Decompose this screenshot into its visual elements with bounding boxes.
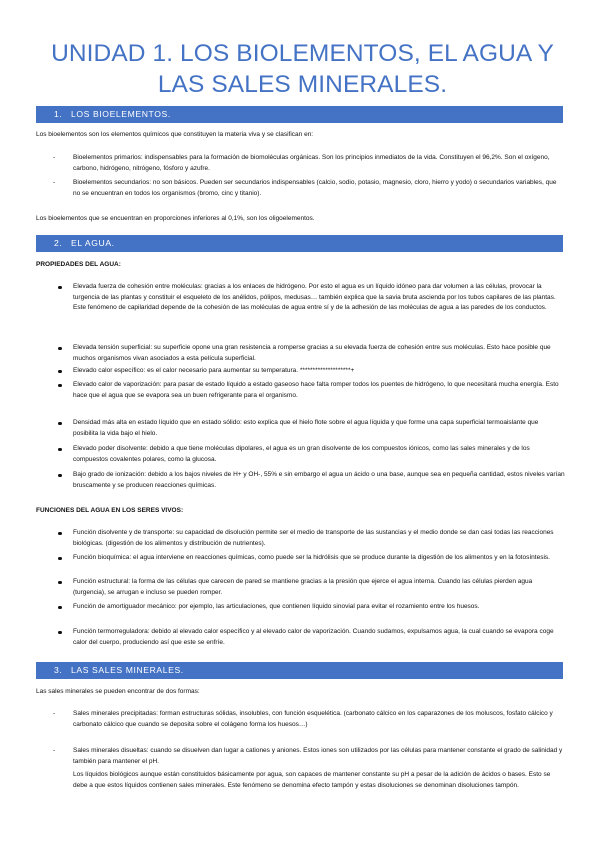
dash-marker: - xyxy=(53,154,56,161)
list-item xyxy=(53,153,565,174)
bullet-item xyxy=(73,366,565,377)
subheading: PROPIEDADES DEL AGUA: xyxy=(36,261,121,268)
bullet-item xyxy=(73,418,565,439)
bullet-icon xyxy=(58,532,62,536)
bullet-icon xyxy=(58,370,62,374)
bullet-icon xyxy=(58,347,62,351)
bullet-item-text: Función estructural: la forma de las células que carecen de pared se mantiene gracias a la presión que ejerce el agua interna. Cuando las células pierden agua (turgencia), se arrugan e incluso se pueden romper. xyxy=(73,578,533,596)
section-number: 1. xyxy=(54,109,63,119)
paragraph: Los bioelementos son los elementos químicos que constituyen la materia viva y se clasifican en: xyxy=(36,131,314,138)
list-item-text: Bioelementos primarios: indispensables para la formación de biomoléculas orgánicas. Son los principios inmediatos de la vida. Constituyen el 96,2%. Son el oxígeno, carbono, hidrógeno, nitrógeno, fósforo y azufre. xyxy=(73,154,550,172)
bullet-item xyxy=(73,577,565,598)
bullet-item-text: Función disolvente y de transporte: su capacidad de disolución permite ser el medio de transporte de las sustancias y el medio donde se dan casi todas las reacciones biológicas. (digestión de los alimentos y distribución de nutrientes). xyxy=(73,529,554,547)
bullet-item xyxy=(73,343,565,364)
bullet-icon xyxy=(58,384,62,388)
bullet-item xyxy=(73,602,565,613)
section-label: LOS BIOELEMENTOS. xyxy=(71,109,171,119)
bullet-item-text: Bajo grado de ionización: debido a los bajos niveles de H+ y OH-, 55% e sin embargo el agua un ácido o una base, aunque sea en pequeña cantidad, estos niveles varían bruscamente y se producen reacciones químicas. xyxy=(73,471,565,489)
bullet-item-text: Elevada fuerza de cohesión entre moléculas: gracias a los enlaces de hidrógeno. Por esto el agua es un líquido idóneo para dar volumen a las células, provocar la turgencia de las plantas y constituir el esqueleto de los anélidos, pólipos, medusas… también explica que la savia bruta ascienda por los tubos capilares de las plantas. Este fenómeno de capilaridad depende de la cohesión de las moléculas de agua entre sí y de la adhesión de las moléculas de agua a las paredes de los conductos. xyxy=(73,283,556,311)
bullet-icon xyxy=(58,286,62,290)
bullet-item-text: Elevado calor específico: es el calor necesario para aumentar su temperatura. ********************+ xyxy=(73,367,355,374)
section-heading-bioelementos xyxy=(36,106,563,123)
section-label: LAS SALES MINERALES. xyxy=(71,665,184,675)
paragraph: Los líquidos biológicos aunque están constituidos básicamente por agua, son capaces de mantener constante su pH a pesar de la adición de ácidos o bases. Esto se debe a que estos líquidos contienen sales minerales. Este fenómeno se denomina efecto tampón y estas disoluciones se denominan disoluciones tampón. xyxy=(73,771,551,789)
paragraph: Los bioelementos que se encuentran en proporciones inferiores al 0,1%, son los oligoelementos. xyxy=(36,215,315,222)
list-item-text: Sales minerales disueltas: cuando se disuelven dan lugar a cationes y aniones. Estos iones son utilizados por las células para mantener constante el grado de salinidad y también para mantener el pH. xyxy=(73,747,563,765)
list-item xyxy=(53,709,565,730)
bullet-item xyxy=(73,380,565,401)
bullet-icon xyxy=(58,606,62,610)
dash-marker: - xyxy=(53,710,56,717)
bullet-item-text: Función bioquímica: el agua interviene en reacciones químicas, como puede ser la hidrólisis que se produce durante la digestión de los alimentos y en la fotosíntesis. xyxy=(73,554,550,561)
list-item-text: Sales minerales precipitadas: forman estructuras sólidas, insolubles, con función esquelética. (carbonato cálcico en los caparazones de los moluscos, fosfato cálcico y carbonato cálcico que cuando se deposita sobre el colágeno forma los huesos…) xyxy=(73,710,553,728)
page-title: UNIDAD 1. LOS BIOLEMENTOS, EL AGUA Y LAS SALES MINERALES. xyxy=(51,40,554,98)
section-heading-sales-minerales xyxy=(36,662,563,679)
bullet-icon xyxy=(58,422,62,426)
bullet-icon xyxy=(58,448,62,452)
paragraph: Las sales minerales se pueden encontrar de dos formas: xyxy=(36,688,200,695)
bullet-icon xyxy=(58,474,62,478)
list-item-text: Bioelementos secundarios: no son básicos. Pueden ser secundarios indispensables (calcio, sodio, potasio, magnesio, cloro, hierro y yodo) o secundarios variables, que no se encuentran en todos los organismos (bromo, cinc y titanio). xyxy=(73,179,557,197)
bullet-icon xyxy=(58,631,62,635)
section-label: EL AGUA. xyxy=(71,238,115,248)
bullet-item xyxy=(73,282,565,314)
bullet-item-text: Elevado poder disolvente: debido a que tiene moléculas dipolares, el agua es un gran disolvente de los compuestos iónicos, como las sales minerales y de los compuestos covalentes polares, como la glucosa. xyxy=(73,445,530,463)
bullet-item xyxy=(73,553,565,564)
bullet-item xyxy=(73,470,565,491)
bullet-icon xyxy=(58,581,62,585)
bullet-item-text: Elevada tensión superficial: su superficie opone una gran resistencia a romperse gracias a su elevada fuerza de cohesión entre sus moléculas. Esto hace posible que muchos organismos vivan asociados a esta película superficial. xyxy=(73,344,551,362)
bullet-item xyxy=(73,528,565,549)
dash-marker: - xyxy=(53,179,56,186)
list-item xyxy=(53,746,565,767)
bullet-item-text: Función de amortiguador mecánico: por ejemplo, las articulaciones, que contienen líquido sinovial para evitar el rozamiento entre los huesos. xyxy=(73,603,480,610)
list-item xyxy=(53,178,565,199)
section-heading-agua xyxy=(36,235,563,252)
section-number: 3. xyxy=(54,665,63,675)
bullet-icon xyxy=(58,557,62,561)
dash-marker: - xyxy=(53,747,56,754)
section-number: 2. xyxy=(54,238,63,248)
bullet-item xyxy=(73,627,565,648)
subheading: FUNCIONES DEL AGUA EN LOS SERES VIVOS: xyxy=(36,507,184,514)
bullet-item-text: Función termorreguladora: debido al elevado calor específico y al elevado calor de vaporización. Cuando sudamos, expulsamos agua, la cual cuando se evapora coge calor del cuerpo, produciendo así que este se enfríe. xyxy=(73,628,554,646)
bullet-item-text: Elevado calor de vaporización: para pasar de estado líquido a estado gaseoso hace falta romper todos los puentes de hidrógeno, lo que necesitará mucha energía. Esto hace que el agua que se evapora sea un buen refrigerante para el organismo. xyxy=(73,381,559,399)
bullet-item xyxy=(73,444,565,465)
bullet-item-text: Densidad más alta en estado líquido que en estado sólido: esto explica que el hielo flote sobre el agua líquida y que forme una capa superficial termoaislante que posibilita la vida bajo el hielo. xyxy=(73,419,539,437)
